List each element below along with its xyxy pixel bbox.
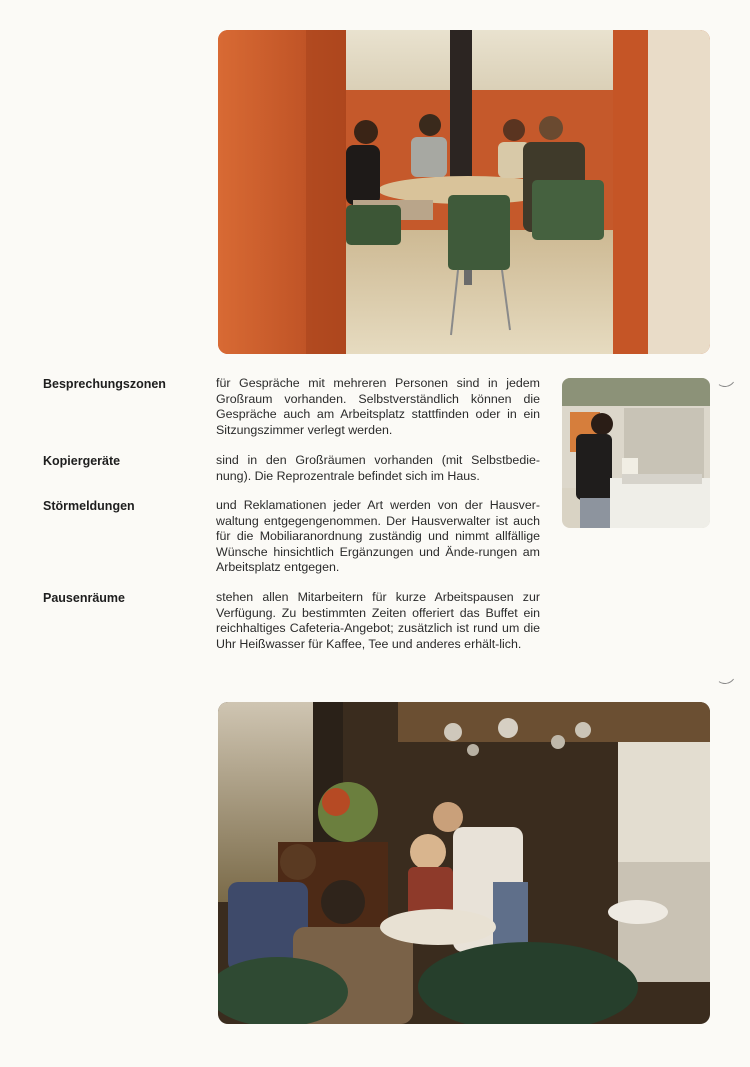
cafeteria-photo bbox=[218, 702, 710, 1024]
binder-hole-top bbox=[712, 363, 737, 388]
copier-photo bbox=[562, 378, 710, 528]
term-pausenraeume: Pausenräume bbox=[43, 591, 125, 605]
text-pausenraeume: stehen allen Mitarbeitern für kurze Arbeitspausen zur Verfügung. Zu bestimmten Zeiten offeriert das Buffet ein reichhaltiges Cafeteria-Angebot; zusätzlich ist rund um die Uhr Heißwasser für Kaffee, Tee und anderes erhält-lich. bbox=[216, 590, 540, 651]
text-kopiergeraete: sind in den Großräumen vorhanden (mit Selbstbedie-nung). Die Reprozentrale befindet sich im Haus. bbox=[216, 453, 540, 483]
meeting-zone-photo bbox=[218, 30, 710, 354]
term-kopiergeraete: Kopiergeräte bbox=[43, 454, 121, 468]
term-besprechungszonen: Besprechungszonen bbox=[43, 377, 166, 391]
binder-hole-bottom bbox=[712, 660, 737, 685]
text-besprechungszonen: für Gespräche mit mehreren Personen sind in jedem Großraum vorhanden. Selbstverständlich können die Gespräche auch am Arbeitsplatz stattfinden oder in ein Sitzungszimmer verlegt werden. bbox=[216, 376, 540, 437]
text-stoermeldungen: und Reklamationen jeder Art werden von der Hausver-waltung entgegengenommen. Der Hausverwalter ist auch für die Mobiliaranordnung zuständig und nimmt allfällige Wünsche hinsichtlich Ergänzungen und Ände-rungen am Arbeitsplatz entgegen. bbox=[216, 498, 540, 575]
term-stoermeldungen: Störmeldungen bbox=[43, 499, 135, 513]
